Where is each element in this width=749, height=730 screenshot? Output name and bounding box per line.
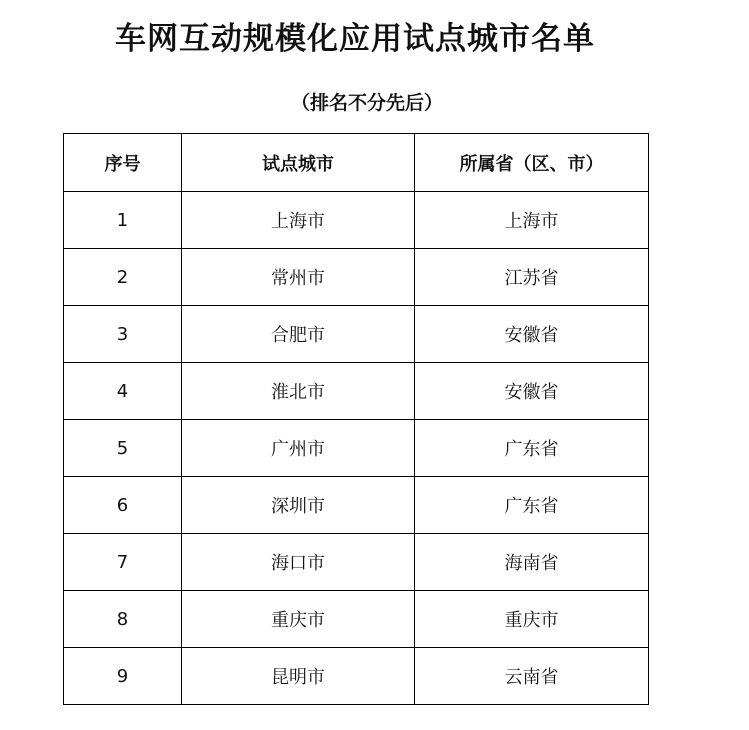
cell-index: 5 xyxy=(64,420,182,477)
table-row xyxy=(64,363,649,420)
cell-province: 云南省 xyxy=(415,648,649,705)
header-index: 序号 xyxy=(64,134,182,192)
cell-province: 重庆市 xyxy=(415,591,649,648)
cell-index: 3 xyxy=(64,306,182,363)
table-row xyxy=(64,306,649,363)
cell-province: 上海市 xyxy=(415,192,649,249)
cell-city: 上海市 xyxy=(182,192,415,249)
cell-city: 常州市 xyxy=(182,249,415,306)
cell-index: 9 xyxy=(64,648,182,705)
cell-province: 江苏省 xyxy=(415,249,649,306)
cell-index: 2 xyxy=(64,249,182,306)
cell-index: 6 xyxy=(64,477,182,534)
document-title: 车网互动规模化应用试点城市名单 xyxy=(115,21,595,57)
cell-city: 深圳市 xyxy=(182,477,415,534)
cell-province: 广东省 xyxy=(415,420,649,477)
cell-city: 重庆市 xyxy=(182,591,415,648)
cell-province: 广东省 xyxy=(415,477,649,534)
header-city: 试点城市 xyxy=(182,134,415,192)
cell-index: 1 xyxy=(64,192,182,249)
cell-province: 安徽省 xyxy=(415,306,649,363)
cell-city: 合肥市 xyxy=(182,306,415,363)
table-row xyxy=(64,591,649,648)
cell-index: 7 xyxy=(64,534,182,591)
cell-index: 8 xyxy=(64,591,182,648)
cell-province: 海南省 xyxy=(415,534,649,591)
header-province: 所属省（区、市） xyxy=(415,134,649,192)
cell-province: 安徽省 xyxy=(415,363,649,420)
table-row xyxy=(64,420,649,477)
table-row xyxy=(64,477,649,534)
cell-city: 昆明市 xyxy=(182,648,415,705)
cell-city: 淮北市 xyxy=(182,363,415,420)
document-subtitle: （排名不分先后） xyxy=(290,92,443,114)
pilot-city-table xyxy=(63,133,649,705)
table-row xyxy=(64,648,649,705)
table-row xyxy=(64,534,649,591)
table-row xyxy=(64,249,649,306)
cell-index: 4 xyxy=(64,363,182,420)
table-header-row xyxy=(64,134,649,192)
table-row xyxy=(64,192,649,249)
cell-city: 海口市 xyxy=(182,534,415,591)
cell-city: 广州市 xyxy=(182,420,415,477)
